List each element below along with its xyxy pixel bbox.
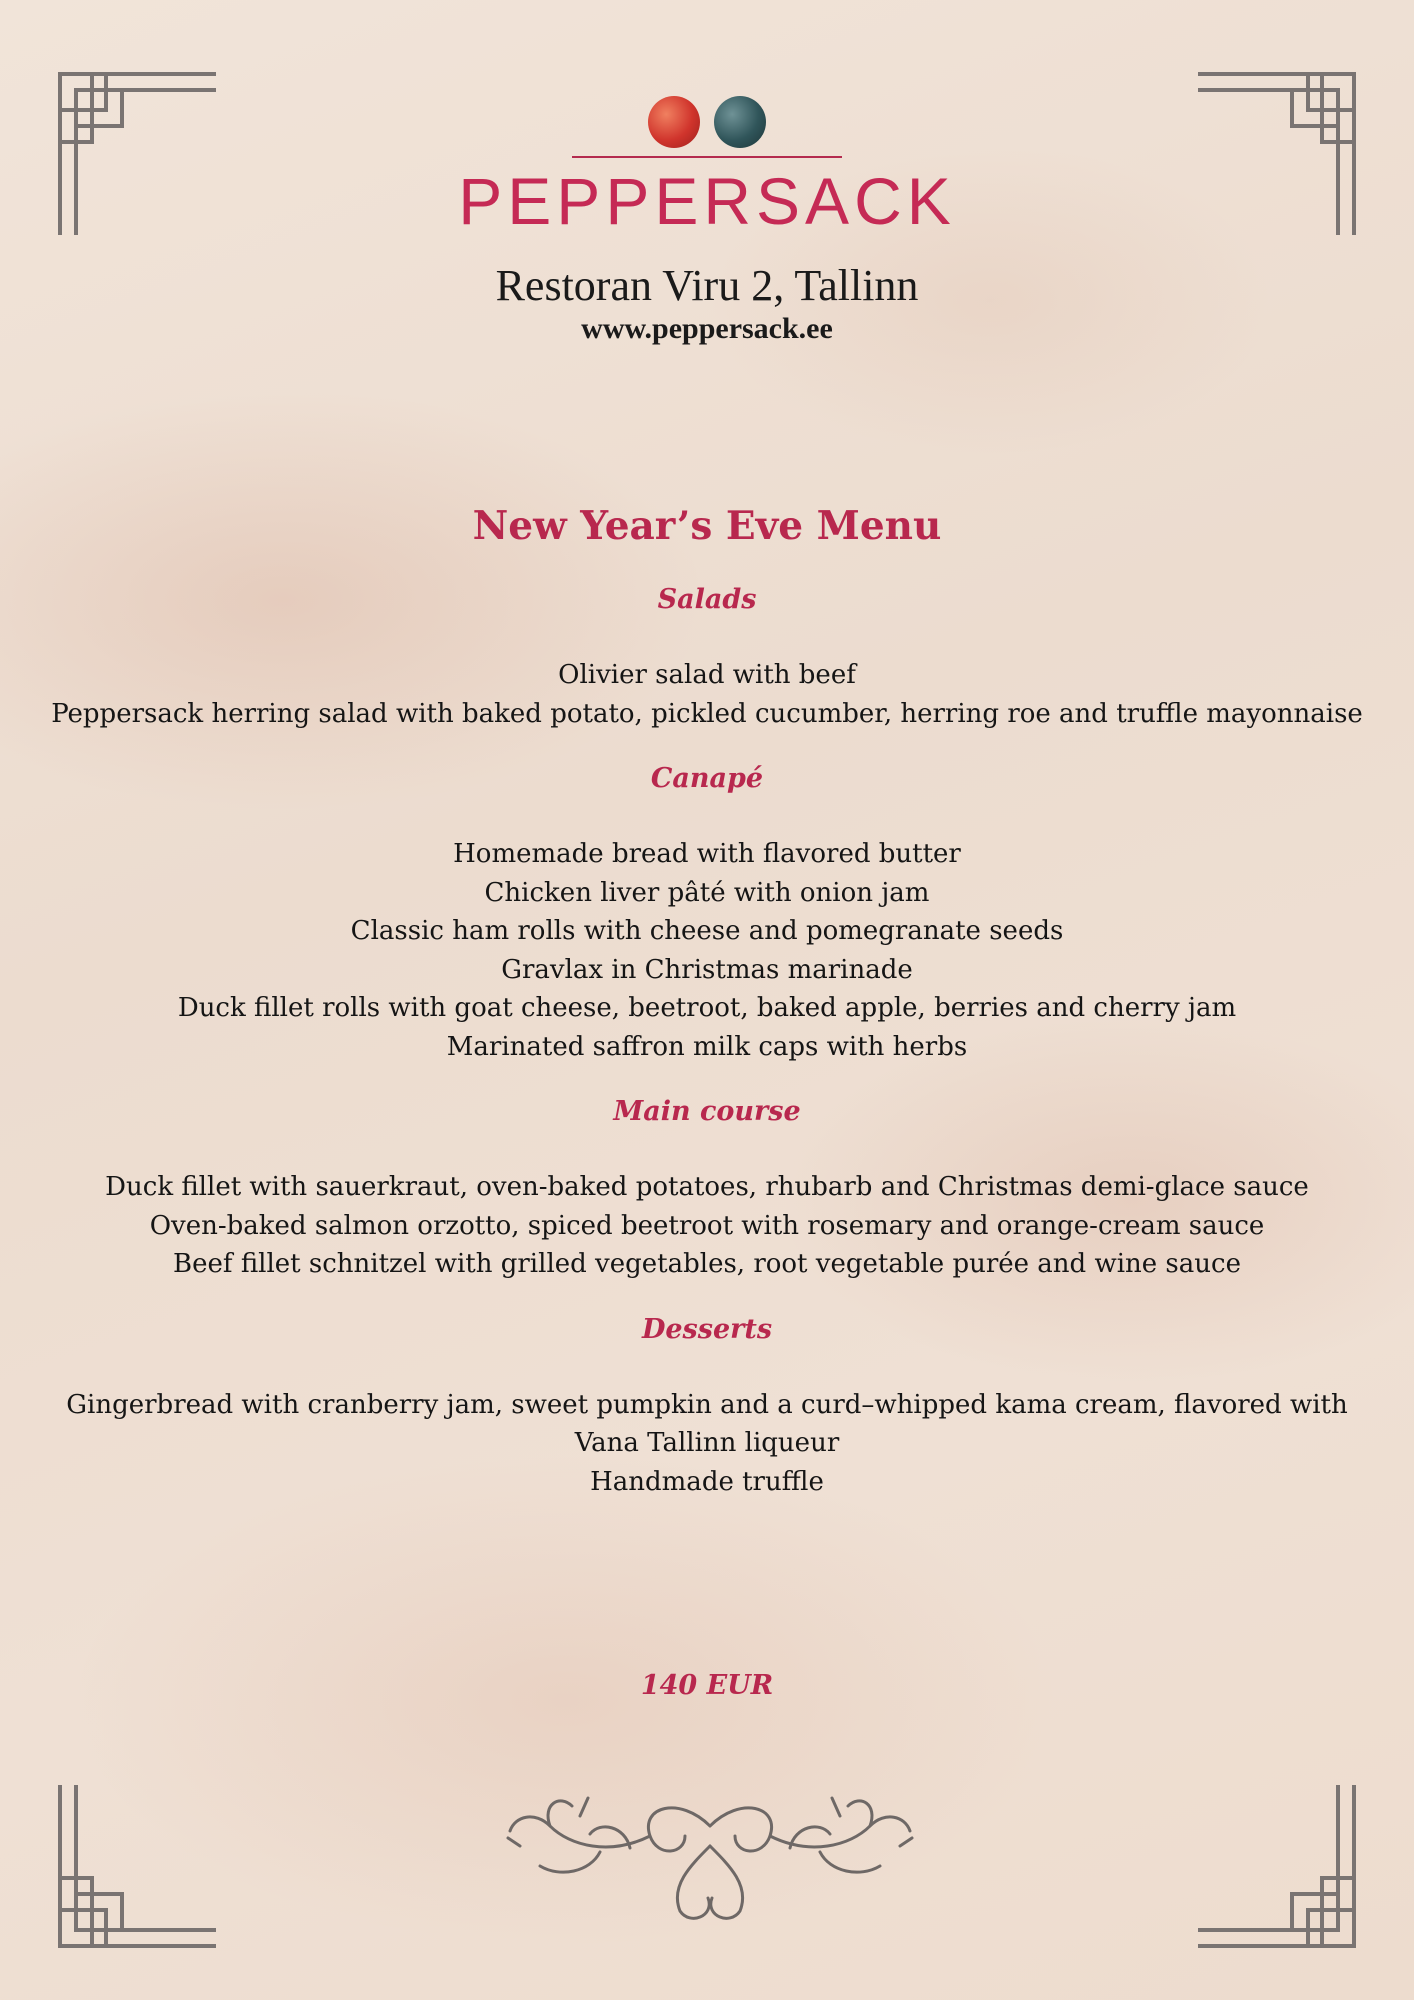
menu-item: Gravlax in Christmas marinade xyxy=(501,954,913,985)
menu-item: Peppersack herring salad with baked potato, pickled cucumber, herring roe and truffle mayonnaise xyxy=(51,698,1363,729)
menu-item: Homemade bread with flavored butter xyxy=(453,839,961,869)
menu-item: Beef fillet schnitzel with grilled vegetables, root vegetable purée and wine sauce xyxy=(173,1249,1241,1279)
menu-item: Duck fillet rolls with goat cheese, beetroot, baked apple, berries and cherry jam xyxy=(177,993,1237,1023)
menu-content xyxy=(0,496,1414,1501)
menu-item: Chicken liver pâté with onion jam xyxy=(484,877,930,908)
menu-item: Gingerbread with cranberry jam, sweet pumpkin and a curd–whipped kama cream, flavored with xyxy=(66,1389,1348,1420)
red-dot-icon xyxy=(648,96,700,148)
corner-ornament-bottom-left xyxy=(56,1780,226,1950)
menu-item: Marinated saffron milk caps with herbs xyxy=(446,1031,968,1062)
corner-ornament-bottom-right xyxy=(1188,1780,1358,1950)
teal-dot-icon xyxy=(714,96,766,148)
restaurant-logo xyxy=(0,96,1414,346)
section-title: Salads xyxy=(657,584,757,615)
restaurant-website: www.peppersack.ee xyxy=(581,312,833,346)
menu-section-desserts xyxy=(0,1310,1414,1502)
menu-item: Handmade truffle xyxy=(590,1466,824,1497)
floral-ornament-icon xyxy=(480,1786,940,1926)
menu-item: Oven-baked salmon orzotto, spiced beetroot with rosemary and orange-cream sauce xyxy=(149,1210,1265,1241)
menu-section-canape xyxy=(0,759,1414,1066)
menu-section-salads xyxy=(0,580,1414,733)
restaurant-address: Restoran Viru 2, Tallinn xyxy=(495,261,919,310)
menu-price: 140 EUR xyxy=(640,1670,774,1701)
menu-item: Classic ham rolls with cheese and pomegranate seeds xyxy=(350,916,1064,946)
menu-section-main-course xyxy=(0,1092,1414,1284)
menu-item: Vana Tallinn liqueur xyxy=(574,1428,840,1458)
section-title: Canapé xyxy=(650,763,764,794)
logo-divider xyxy=(572,156,842,158)
logo-dots-icon xyxy=(0,96,1414,152)
menu-item: Duck fillet with sauerkraut, oven-baked potatoes, rhubarb and Christmas demi-glace sauce xyxy=(105,1172,1309,1202)
brand-name: PEPPERSACK xyxy=(458,164,956,238)
section-title: Main course xyxy=(613,1096,801,1127)
section-title: Desserts xyxy=(641,1313,773,1345)
menu-item: Olivier salad with beef xyxy=(558,660,856,690)
menu-title: New Year’s Eve Menu xyxy=(472,503,942,549)
